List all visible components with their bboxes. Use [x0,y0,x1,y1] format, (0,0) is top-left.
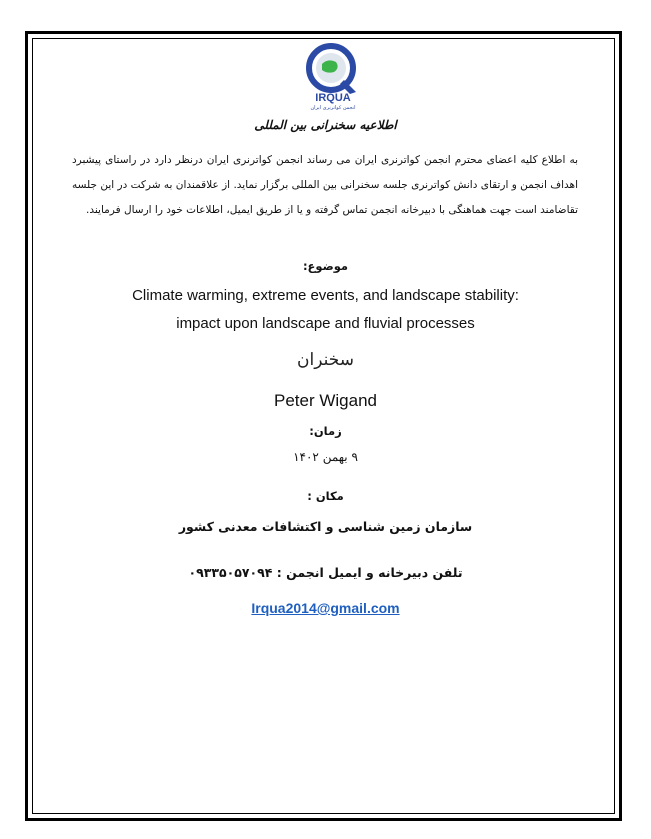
email-link[interactable]: Irqua2014@gmail.com [251,600,400,616]
topic-line-2: impact upon landscape and fluvial processes [176,315,475,332]
phone-line: تلفن دبیرخانه و ایمیل انجمن : ۰۹۳۳۵۰۵۷۰۹۴ [188,565,463,580]
location-label: مکان : [307,489,344,503]
time-label: زمان: [309,424,342,438]
time-value: ۹ بهمن ۱۴۰۲ [293,450,358,464]
speaker-name: Peter Wigand [274,391,377,410]
intro-paragraph: به اطلاع کلیه اعضای محترم انجمن کواترنری ایران می رساند انجمن کواترنری ایران درنظر دارد در راستای پیشبرد اهداف انجمن و ارتقای دانش کواترنری جلسه سخنرانی بین المللی برگزار نماید. از علاقمندان به شرکت در این جلسه تقاضامند است جهت هماهنگی با دبیرخانه انجمن تماس گرفته و یا از طریق ایمیل، اطلاعات خود را ارسال فرمایند. [72,154,578,216]
logo-subtitle: انجمن کواترنری ایران [310,105,356,110]
speaker-label: سخنران [297,350,354,370]
location-value: سازمان زمین شناسی و اکتشافات معدنی کشور [178,519,473,534]
announcement-heading: اطلاعیه سخنرانی بین المللی [254,118,397,132]
topic-label: موضوع: [302,259,349,273]
topic-line-1: Climate warming, extreme events, and landscape stability: [132,287,519,304]
logo-text: IRQUA [315,92,351,104]
irqua-logo [300,40,366,110]
